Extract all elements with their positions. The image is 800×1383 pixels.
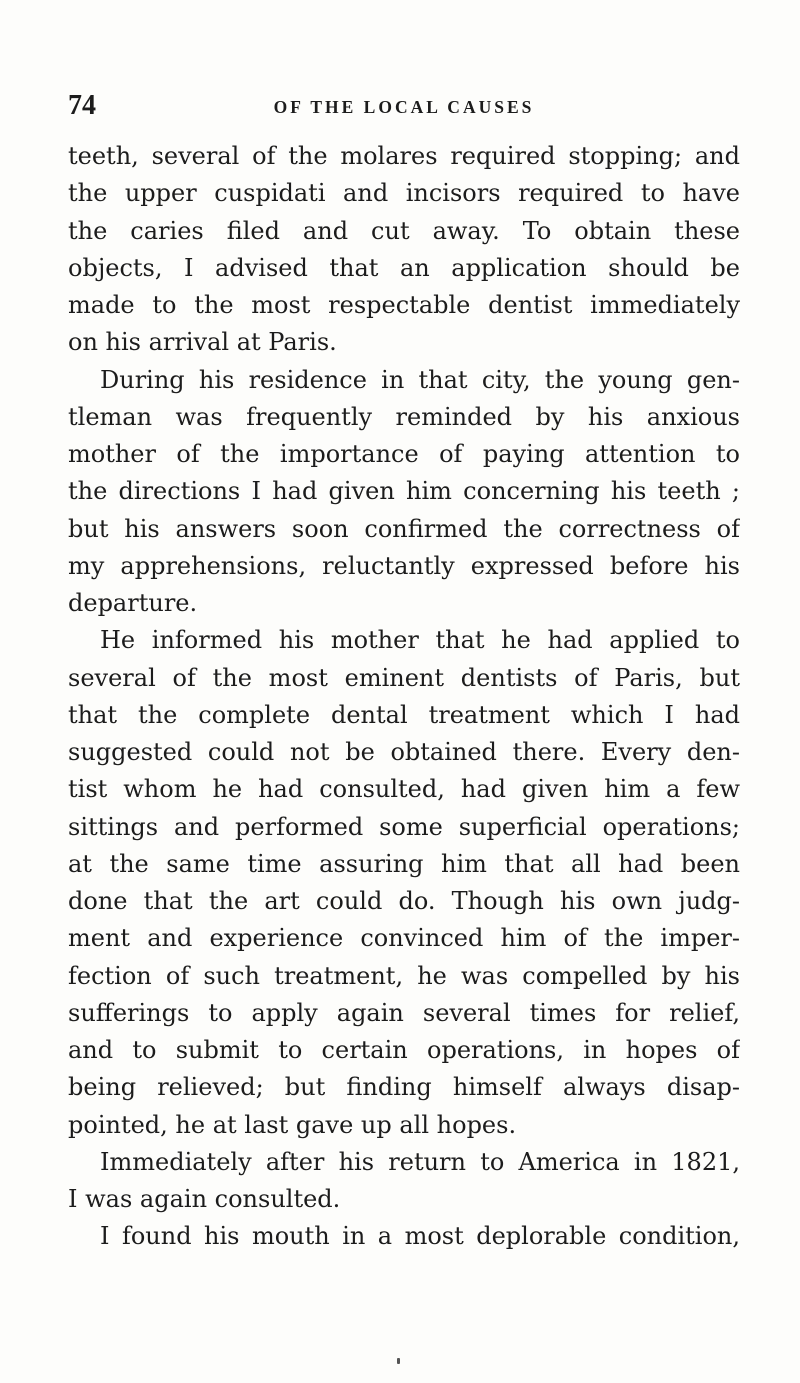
text-line: but his answers soon confirmed the correctness of [68,514,740,543]
text-line: the upper cuspidati and incisors required to have [68,179,740,208]
text-line: During his residence in that city, the young gen- [100,365,740,394]
page-number: 74 [68,90,96,121]
text-line: suggested could not be obtained there. Every den- [68,738,740,766]
text-line: tleman was frequently reminded by his anxious [68,402,740,431]
text-line: I found his mouth in a most deplorable condition, [100,1222,740,1251]
text-line: sittings and performed some superficial operations; [68,812,740,841]
running-head: OF THE LOCAL CAUSES [273,97,535,117]
text-line: the directions I had given him concerning his teeth ; [68,477,740,506]
text-line: made to the most respectable dentist immediately [68,291,740,319]
text-line: ment and experience convinced him of the imper- [68,924,740,953]
text-line: tist whom he had consulted, had given him a few [68,775,740,804]
text-line: my apprehensions, reluctantly expressed before his [68,551,740,580]
text-line: objects, I advised that an application should be [68,253,740,282]
text-line: mother of the importance of paying attention to [68,440,740,468]
text-line: at the same time assuring him that all had been [68,849,740,878]
print-speck [397,1358,400,1364]
text-line: done that the art could do. Though his own judg- [68,887,740,915]
text-line: He informed his mother that he had applied to [100,626,740,655]
text-line: and to submit to certain operations, in hopes of [68,1036,740,1064]
text-line: I was again consulted. [68,1185,341,1213]
text-line: Immediately after his return to America in 1821, [100,1147,740,1176]
text-line: departure. [68,589,198,617]
text-line: sufferings to apply again several times for relief, [68,998,740,1027]
text-line: teeth, several of the molares required stopping; and [68,142,740,170]
text-line: the caries filed and cut away. To obtain these [68,216,740,245]
text-line: being relieved; but finding himself always disap- [68,1073,740,1102]
text-line: fection of such treatment, he was compelled by his [68,961,740,990]
text-line: on his arrival at Paris. [68,328,337,357]
text-line: that the complete dental treatment which I had [68,700,740,729]
page-header [68,88,740,124]
text-line: pointed, he at last gave up all hopes. [68,1110,517,1139]
text-line: several of the most eminent dentists of Paris, but [68,663,740,692]
body-text [68,138,740,1256]
